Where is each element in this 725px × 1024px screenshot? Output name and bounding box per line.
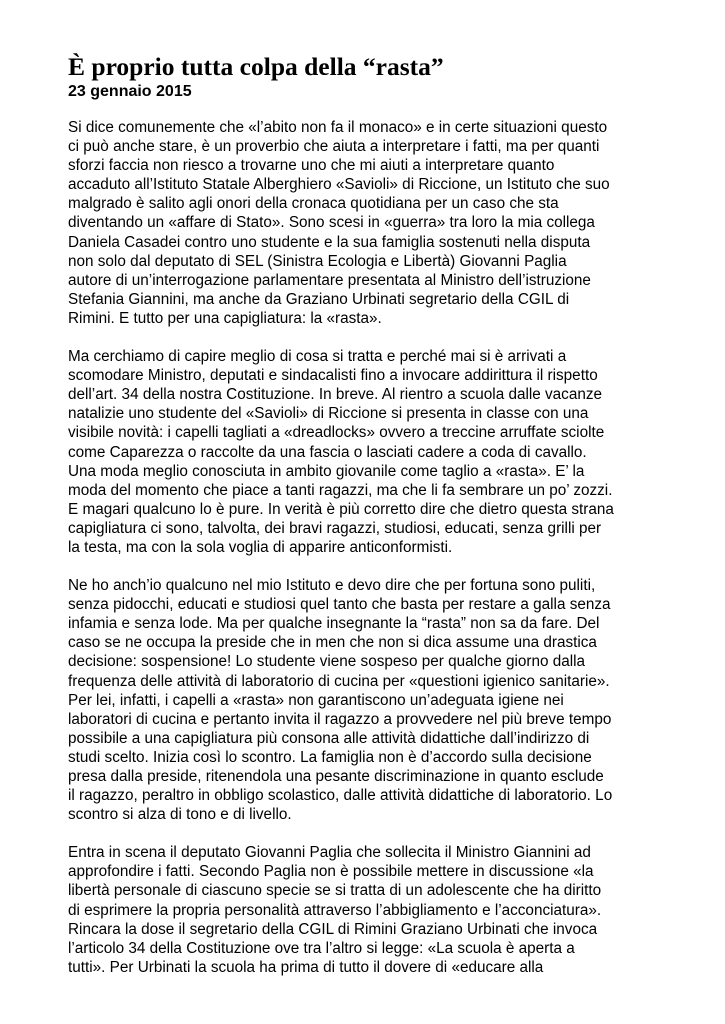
text-line: Ma cerchiamo di capire meglio di cosa si tratta e perché mai si è arrivati a (68, 348, 567, 366)
text-line: frequenza delle attività di laboratorio di cucina per «questioni igienico sanitarie». (68, 672, 610, 690)
text-line: tutti». Per Urbinati la scuola ha prima di tutto il dovere di «educare alla (68, 958, 544, 976)
text-line: la testa, ma con la sola voglia di apparire anticonformisti. (68, 538, 453, 556)
text-line: accaduto all’Istituto Statale Alberghiero «Savioli» di Riccione, un Istituto che suo (68, 176, 610, 194)
text-line: Stefania Giannini, ma anche da Graziano Urbinati segretario della CGIL di (68, 290, 570, 308)
text-line: laboratori di cucina e pertanto invita il ragazzo a provvedere nel più breve tempo (68, 710, 612, 728)
text-line: moda del momento che piace a tanti ragazzi, ma che li fa sembrare un po’ zozzi. (68, 481, 613, 499)
text-line: Entra in scena il deputato Giovanni Paglia che sollecita il Ministro Giannini ad (68, 844, 591, 862)
text-line: scomodare Ministro, deputati e sindacalisti fino a invocare addirittura il rispetto (68, 367, 598, 385)
text-line: Si dice comunemente che «l’abito non fa il monaco» e in certe situazioni questo (68, 119, 608, 136)
text-line: il ragazzo, peraltro in obbligo scolastico, dalle attività didattiche di laboratorio. Lo (68, 787, 613, 805)
text-line: Rimini. E tutto per una capigliatura: la «rasta». (68, 309, 382, 327)
text-line: Per lei, infatti, i capelli a «rasta» non garantiscono un’adeguata igiene nei (68, 691, 564, 709)
text-line: studi scelto. Inizia così lo scontro. La famiglia non è d’accordo sulla decisione (68, 748, 592, 766)
text-line: dell’art. 34 della nostra Costituzione. In breve. Al rientro a scuola dalle vacanze (68, 386, 602, 404)
text-line: diventando un «affare di Stato». Sono scesi in «guerra» tra loro la mia collega (68, 214, 595, 232)
text-line: visibile novità: i capelli tagliati a «dreadlocks» ovvero a treccine arruffate sciolte (68, 424, 605, 442)
text-line: decisione: sospensione! Lo studente viene sospeso per qualche giorno dalla (68, 653, 586, 671)
document-page (68, 52, 668, 996)
text-line: di esprimere la propria personalità attraverso l’abbigliamento e l’acconciatura». (68, 901, 602, 919)
text-line: caso se ne occupa la preside che in men che non si dica assume una drastica (68, 634, 597, 652)
article-title: È proprio tutta colpa della “rasta” (68, 52, 444, 81)
article-body (68, 118, 668, 977)
text-line: Rincara la dose il segretario della CGIL di Rimini Graziano Urbinati che invoca (68, 920, 598, 938)
text-line: Una moda meglio conosciuta in ambito giovanile come taglio a «rasta». E’ la (68, 462, 585, 480)
article-paragraph (68, 118, 668, 328)
text-line: libertà personale di ciascuno specie se si tratta di un adolescente che ha diritto (68, 882, 602, 900)
article-paragraph (68, 347, 668, 557)
text-line: capigliatura ci sono, talvolta, dei bravi ragazzi, studiosi, educati, senza grilli per (68, 519, 602, 537)
text-line: malgrado è salito agli onori della cronaca quotidiana per un caso che sta (68, 195, 559, 213)
article-paragraph (68, 576, 668, 824)
text-line: approfondire i fatti. Secondo Paglia non è possibile mettere in discussione «la (68, 863, 594, 881)
text-line: scontro si alza di tono e di livello. (68, 806, 292, 824)
text-line: natalizie uno studente del «Savioli» di Riccione si presenta in classe con una (68, 405, 589, 423)
text-line: Daniela Casadei contro uno studente e la sua famiglia sostenuti nella disputa (68, 233, 591, 251)
text-line: ci può anche stare, è un proverbio che aiuta a interpretare i fatti, ma per quanti (68, 138, 600, 156)
text-line: senza pidocchi, educati e studiosi quel tanto che basta per restare a galla senza (68, 596, 611, 614)
text-line: E magari qualcuno lo è pure. In verità è più corretto dire che dietro questa strana (68, 500, 614, 518)
text-line: Ne ho anch’io qualcuno nel mio Istituto e devo dire che per fortuna sono puliti, (68, 577, 596, 595)
text-line: presa dalla preside, ritenendola una pesante discriminazione in quanto esclude (68, 768, 604, 785)
text-line: infamia e senza lode. Ma per qualche insegnante la “rasta” non sa da fare. Del (68, 615, 600, 633)
article-paragraph (68, 843, 668, 977)
text-line: sforzi faccia non riesco a trovarne uno che mi aiuti a interpretare quanto (68, 157, 555, 175)
text-line: l’articolo 34 della Costituzione ove tra l’altro si legge: «La scuola è aperta a (68, 939, 575, 957)
article-date: 23 gennaio 2015 (68, 83, 192, 100)
text-line: possibile a una capigliatura più consona alle attività didattiche dall’indirizzo di (68, 729, 590, 747)
text-line: autore di un’interrogazione parlamentare presentata al Ministro dell’istruzione (68, 271, 591, 289)
text-line: come Caparezza o raccolte da una fascia o lasciati cadere a coda di cavallo. (68, 443, 587, 461)
text-line: non solo dal deputato di SEL (Sinistra Ecologia e Libertà) Giovanni Paglia (68, 252, 567, 270)
